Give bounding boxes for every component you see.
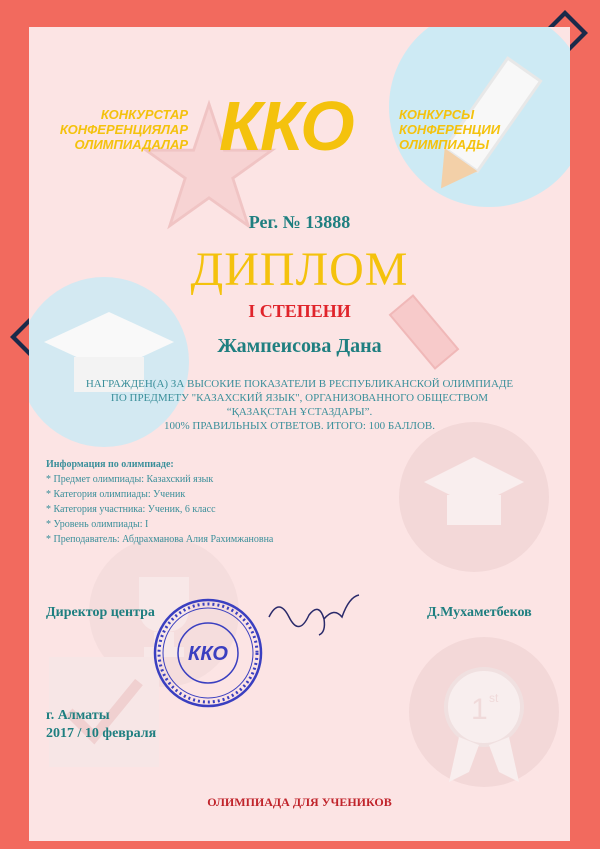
svg-text:1: 1 bbox=[471, 693, 488, 726]
medal-icon bbox=[429, 657, 539, 787]
olympiad-info bbox=[46, 457, 526, 547]
header-left-line: КОНКУРСТАР bbox=[100, 107, 188, 122]
header-left-line: КОНФЕРЕНЦИЯЛАР bbox=[59, 122, 188, 137]
registration-number: Рег. № 13888 bbox=[248, 212, 351, 232]
header-right-text bbox=[399, 107, 500, 152]
header-left-line: ОЛИМПИАДАЛАР bbox=[74, 137, 188, 152]
header-left-text bbox=[60, 107, 188, 152]
award-text bbox=[39, 377, 560, 433]
header bbox=[29, 65, 570, 165]
header-right-line: ОЛИМПИАДЫ bbox=[399, 137, 490, 152]
signature-image bbox=[264, 587, 364, 637]
official-stamp bbox=[152, 597, 264, 709]
recipient-name: Жампеисова Дана bbox=[217, 335, 382, 357]
director-label: Директор центра bbox=[46, 605, 155, 620]
kko-logo: ККО bbox=[219, 87, 353, 165]
footer-label: ОЛИМПИАДА ДЛЯ УЧЕНИКОВ bbox=[207, 795, 392, 809]
award-line: 100% ПРАВИЛЬНЫХ ОТВЕТОВ. ИТОГО: 100 БАЛЛОВ. bbox=[164, 420, 435, 432]
award-line: НАГРАЖДЕН(А) ЗА ВЫСОКИЕ ПОКАЗАТЕЛИ В РЕСПУБЛИКАНСКОЙ ОЛИМПИАДЕ bbox=[85, 378, 514, 390]
info-item: * Категория участника: Ученик, 6 класс bbox=[46, 504, 216, 515]
info-item: * Предмет олимпиады: Казахский язык bbox=[46, 474, 214, 485]
diploma-sheet bbox=[29, 27, 570, 841]
info-item: * Уровень олимпиады: I bbox=[46, 519, 149, 530]
header-right-line: КОНФЕРЕНЦИИ bbox=[399, 122, 501, 137]
diploma-title: ДИПЛОМ bbox=[190, 243, 409, 296]
signer-name: Д.Мухаметбеков bbox=[427, 605, 532, 620]
info-item: * Категория олимпиады: Ученик bbox=[46, 489, 186, 500]
info-heading: Информация по олимпиаде: bbox=[46, 459, 174, 470]
city-label: г. Алматы bbox=[46, 708, 110, 723]
svg-text:st: st bbox=[489, 691, 499, 705]
stamp-logo: ККО bbox=[188, 643, 228, 665]
info-item: * Преподаватель: Абдрахманова Алия Рахимжановна bbox=[46, 534, 274, 545]
degree-label: I СТЕПЕНИ bbox=[248, 301, 351, 321]
date-label: 2017 / 10 февраля bbox=[46, 726, 157, 741]
award-line: “ҚАЗАҚСТАН ҰСТАЗДАРЫ”. bbox=[226, 406, 373, 418]
award-line: ПО ПРЕДМЕТУ "КАЗАХСКИЙ ЯЗЫК", ОРГАНИЗОВАННОГО ОБЩЕСТВОМ bbox=[110, 392, 489, 404]
place-and-date bbox=[46, 707, 156, 743]
header-right-line: КОНКУРСЫ bbox=[399, 107, 475, 122]
